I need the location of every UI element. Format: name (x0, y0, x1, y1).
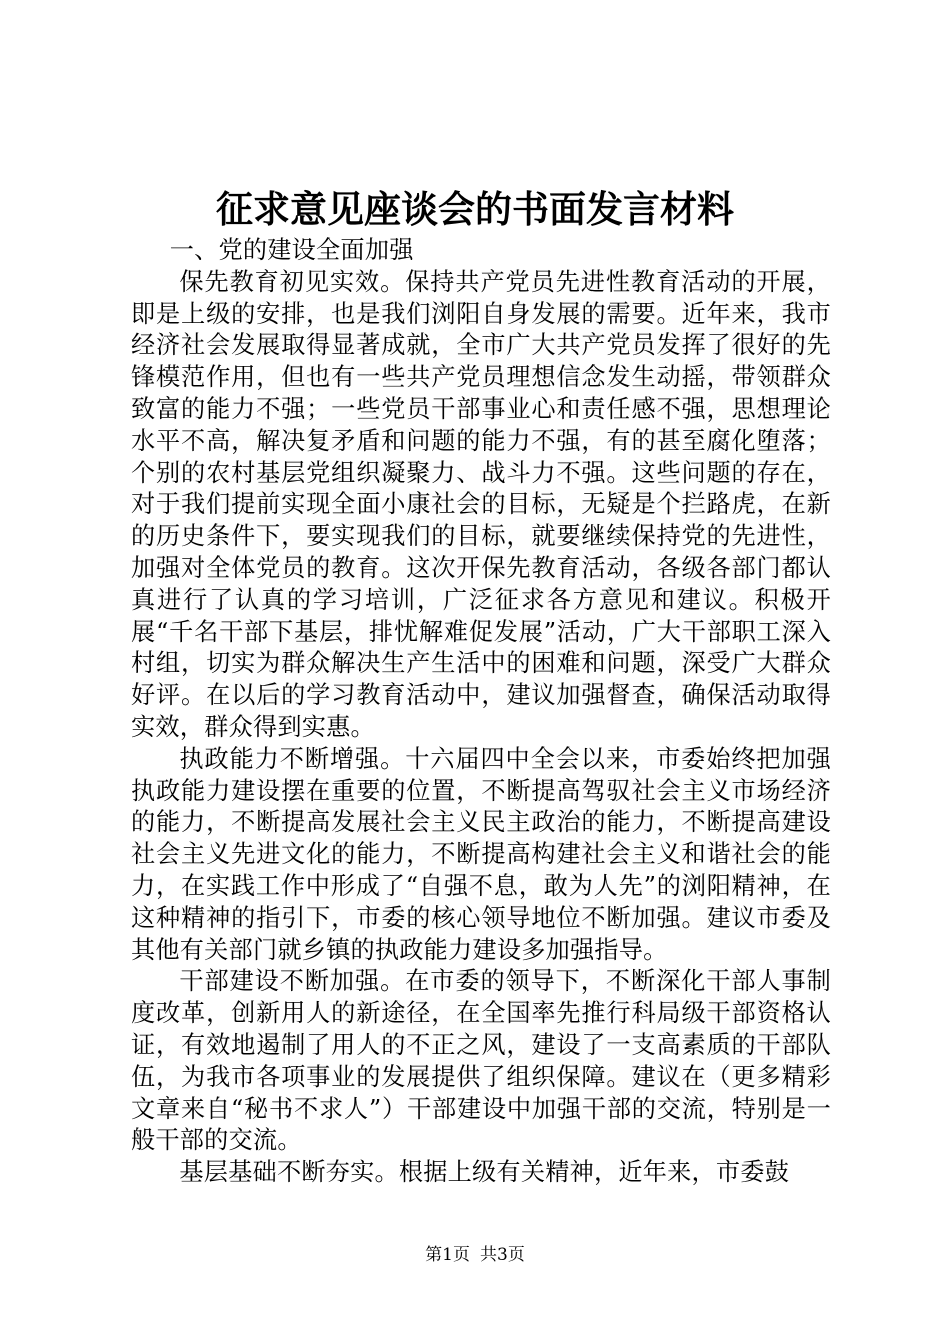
paragraph-cadre-building: 干部建设不断加强。在市委的领导下，不断深化干部人事制度改革，创新用人的新途径，在全国率先推行科局级干部资格认证，有效地遏制了用人的不正之风，建设了一支高素质的干部队伍，为我市各项事业的发展提供了组织保障。建议在（更多精彩文章来自“秘书不求人”）干部建设中加强干部的交流，特别是一般干部的交流。 (131, 967, 831, 1155)
page-total: 共3页 (480, 1245, 525, 1265)
page-number: 第1页 (425, 1245, 470, 1265)
document-title: 征求意见座谈会的书面发言材料 (216, 187, 734, 231)
paragraph-governing-capacity: 执政能力不断增强。十六届四中全会以来，市委始终把加强执政能力建设摆在重要的位置，不断提高驾驭社会主义市场经济的能力，不断提高发展社会主义民主政治的能力，不断提高建设社会主义先进文化的能力，不断提高构建社会主义和谐社会的能力，在实践工作中形成了“自强不息，敢为人先”的浏阳精神，在这种精神的指引下，市委的核心领导地位不断加强。建议市委及其他有关部门就乡镇的执政能力建设多加强指导。 (131, 744, 831, 964)
paragraph-grassroots: 基层基础不断夯实。根据上级有关精神，近年来，市委鼓 (179, 1158, 790, 1187)
document-body (131, 235, 831, 1189)
page-footer (0, 1243, 950, 1267)
paragraph-party-education: 保先教育初见实效。保持共产党员先进性教育活动的开展，即是上级的安排，也是我们浏阳自身发展的需要。近年来，我市经济社会发展取得显著成就，全市广大共产党员发挥了很好的先锋模范作用，但也有一些共产党员理想信念发生动摇，带领群众致富的能力不强；一些党员干部事业心和责任感不强，思想理论水平不高，解决复矛盾和问题的能力不强，有的甚至腐化堕落；个别的农村基层党组织凝聚力、战斗力不强。这些问题的存在，对于我们提前实现全面小康社会的目标，无疑是个拦路虎，在新的历史条件下，要实现我们的目标，就要继续保持党的先进性，加强对全体党员的教育。这次开保先教育活动，各级各部门都认真进行了认真的学习培训，广泛征求各方意见和建议。积极开展“千名干部下基层，排忧解难促发展”活动，广大干部职工深入村组，切实为群众解决生产生活中的困难和问题，深受广大群众好评。在以后的学习教育活动中，建议加强督查，确保活动取得实效，群众得到实惠。 (131, 267, 831, 741)
section-heading: 一、党的建设全面加强 (169, 236, 414, 264)
